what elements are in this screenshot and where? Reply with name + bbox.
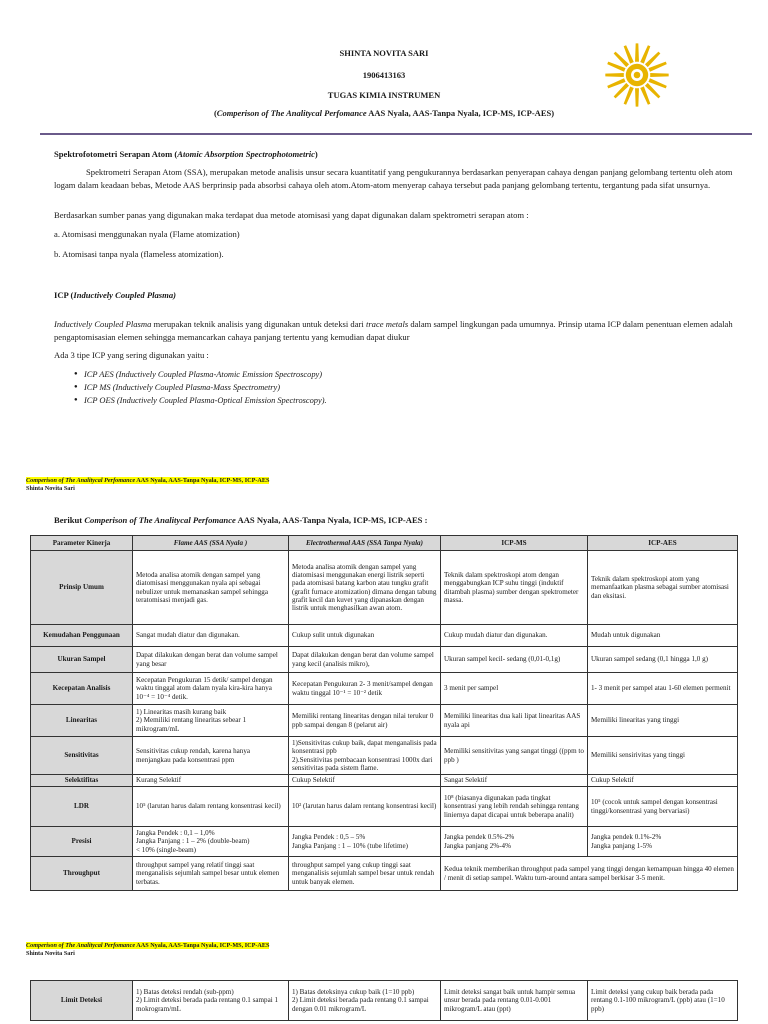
university-logo-icon <box>604 42 670 108</box>
ssa-item-b: b. Atomisasi tanpa nyala (flameless atomization). <box>54 249 224 259</box>
row-label: LDR <box>31 787 133 827</box>
table-cell: Kecepatan Pengukuran 15 detik/ sampel dengan waktu tinggal atom dalam nyala kira-kira hanya 10⁻⁴ = 10⁻⁴ detik. <box>133 673 289 705</box>
table-cell: Mudah untuk digunakan <box>588 625 738 647</box>
table-cell: Limit deteksi sangat baik untuk hampir semua unsur berada pada rentang 0.01-0.001 mikrogram/L atau (ppt) <box>441 981 588 1021</box>
icp-types-list <box>54 368 734 407</box>
table-cell: 1)Sensitivitas cukup baik, dapat menganalisis pada konsentrasi ppb 2).Sensitivitas pembacaan konsentrasi 1000x dari sensitivitas pada sistem flame. <box>289 737 441 775</box>
table-cell: 1) Linearitas masih kurang baik 2) Memiliki rentang linearitas sebear 1 mikrogram/mL <box>133 705 289 737</box>
list-item: ● ICP OES (Inductively Coupled Plasma-Optical Emission Spectroscopy). <box>84 394 734 407</box>
table-cell: 1) Batas deteksi rendah (sub-ppm) 2) Limit deteksi berada pada rentang 0.1 sampai 1 mokrogram/mL <box>133 981 289 1021</box>
table-cell: Sensitivitas cukup rendah, karena hanya menjangkau pada konsentrasi ppm <box>133 737 289 775</box>
table-cell: Cukup mudah diatur dan digunakan. <box>441 625 588 647</box>
table-cell: Dapat dilakukan dengan berat dan volume sampel yang kecil (analisis mikro), <box>289 647 441 673</box>
table-row <box>31 737 738 775</box>
table-cell: 10⁸ (biasanya digunakan pada tingkat konsentrasi yang lebih rendah sehingga rentang liniernya dapat dicapai untuk beberapa analit) <box>441 787 588 827</box>
table-cell: Metoda analisa atomik dengan sampel yang diatomisasi menggunakan nyala api sebagai nebulizer untuk memanaskan sampel sehingga teratomisasi menjadi gas. <box>133 551 289 625</box>
comparison-table <box>30 535 738 891</box>
table-row <box>31 981 738 1021</box>
table-cell-merged: Kedua teknik memberikan throughput pada sampel yang tinggi dengan kemampuan hingga 40 elemen / menit di setiap sampel. Waktu turn-around antara sampel berkisar 3-5 menit. <box>441 857 738 891</box>
table-cell: 10² (larutan harus dalam rentang konsentrasi kecil) <box>289 787 441 827</box>
table-cell: Jangka Pendek : 0,5 – 5% Jangka Panjang : 1 – 10% (tube lifetime) <box>289 827 441 857</box>
row-label: Presisi <box>31 827 133 857</box>
header-divider <box>40 133 752 135</box>
table-cell: Cukup Selektif <box>588 775 738 787</box>
table-cell: Jangka Pendek : 0,1 – 1,0% Jangka Panjang : 1 – 2% (double-beam) < 10% (single-beam) <box>133 827 289 857</box>
table-cell: Limit deteksi yang cukup baik berada pada rentang 0.1-100 mikrogram/L (ppb) atau (1=10 ppb) <box>588 981 738 1021</box>
table-cell: 3 menit per sampel <box>441 673 588 705</box>
col-header-icp-aes: ICP-AES <box>588 536 738 551</box>
table-cell: Teknik dalam spektroskopi atom yang memanfaatkan plasma sebagai sumber atomisasi dan eksitasi. <box>588 551 738 625</box>
ssa-paragraph: Spektrometri Serapan Atom (SSA), merupakan metode analisis unsur secara kuantitatif yang pengukurannya berdasarkan penyerapan cahaya dengan panjang gelombang tertentu oleh atom logam dalam keadaan bebas, Metode AAS berprinsip pada absorbsi cahaya oleh atom.Atom-atom menyerap cahaya tersebut pada panjang gelombang tertentu, tergantung pada sifat unsurnya. <box>54 167 733 190</box>
table-row <box>31 625 738 647</box>
table-intro: Berikut Comperison of The Analitycal Perfomance AAS Nyala, AAS-Tanpa Nyala, ICP-MS, ICP-AES : <box>54 515 428 525</box>
table-row <box>31 827 738 857</box>
table-cell: 10⁵ (cocok untuk sampel dengan konsentrasi tinggi/konsentrasi yang bervariasi) <box>588 787 738 827</box>
comparison-table-continued <box>30 980 738 1021</box>
table-cell: 1- 3 menit per sampel atau 1-60 elemen permenit <box>588 673 738 705</box>
table-cell: Cukup sulit untuk digunakan <box>289 625 441 647</box>
icp-heading: ICP (Inductively Coupled Plasma) <box>54 290 176 300</box>
table-cell: throughput sampel yang relatif tinggi saat menganalisis sejumlah sampel besar untuk elemen terbatas. <box>133 857 289 891</box>
col-header-icp-ms: ICP-MS <box>441 536 588 551</box>
table-cell: 1) Batas deteksinya cukup baik (1=10 ppb) 2) Limit deteksi berada pada rentang 0.1 sampai dengan 0.01 mikrogram/L <box>289 981 441 1021</box>
table-cell: Ukuran sampel kecil- sedang (0,01-0,1g) <box>441 647 588 673</box>
table-row <box>31 647 738 673</box>
running-header: Comperison of The Analitycal Perfomance AAS Nyala, AAS-Tanpa Nyala, ICP-MS, ICP-AES Shinta Novita Sari <box>26 477 270 492</box>
table-cell: Sangat mudah diatur dan digunakan. <box>133 625 289 647</box>
running-header-2: Comperison of The Analitycal Perfomance AAS Nyala, AAS-Tanpa Nyala, ICP-MS, ICP-AES Shinta Novita Sari <box>26 942 270 957</box>
table-row <box>31 673 738 705</box>
table-cell: throughput sampel yang cukup tinggi saat menganalisis sejumlah sampel besar untuk rendah untuk banyak elemen. <box>289 857 441 891</box>
table-cell: Memiliki linearitas yang tinggi <box>588 705 738 737</box>
row-label: Sensitivitas <box>31 737 133 775</box>
row-label: Ukuran Sampel <box>31 647 133 673</box>
table-cell: Teknik dalam spektroskopi atom dengan menggabungkan ICP suhu tinggi (induktif ditambah plasma) sumber dengan spektrometer massa. <box>441 551 588 625</box>
table-cell: Memiliki sensitivitas yang sangat tinggi ((ppm to ppb ) <box>441 737 588 775</box>
course-title: TUGAS KIMIA INSTRUMEN <box>327 90 441 100</box>
ssa-item-a: a. Atomisasi menggunakan nyala (Flame atomization) <box>54 229 240 239</box>
table-cell: Ukuran sampel sedang (0,1 hingga 1,0 g) <box>588 647 738 673</box>
table-row <box>31 857 738 891</box>
table-cell: Cukup Selektif <box>289 775 441 787</box>
table-cell: Memiliki rentang linearitas dengan nilai terukur 0 ppb sampai dengan 8 (pelarut air) <box>289 705 441 737</box>
student-id: 1906413163 <box>362 70 406 80</box>
table-cell: Memiliki linearitas dua kali lipat linearitas AAS nyala api <box>441 705 588 737</box>
table-header-row <box>31 536 738 551</box>
table-row <box>31 705 738 737</box>
document-subtitle: (Comperison of The Analitycal Perfomance AAS Nyala, AAS-Tanpa Nyala, ICP-MS, ICP-AES) <box>213 108 555 118</box>
table-cell: Kurang Selektif <box>133 775 289 787</box>
author-name: SHINTA NOVITA SARI <box>339 48 429 58</box>
table-cell: 10⁵ (larutan harus dalam rentang konsentrasi kecil) <box>133 787 289 827</box>
col-header-param: Parameter Kinerja <box>31 536 133 551</box>
table-row <box>31 787 738 827</box>
row-label: Kecepatan Analisis <box>31 673 133 705</box>
row-label: Kemudahan Penggunaan <box>31 625 133 647</box>
table-cell: Dapat dilakukan dengan berat dan volume sampel yang besar <box>133 647 289 673</box>
icp-paragraph-2: Ada 3 tipe ICP yang sering digunakan yaitu : <box>54 350 209 360</box>
table-cell: Sangat Selektif <box>441 775 588 787</box>
table-row <box>31 775 738 787</box>
table-cell: Jangka pendek 0.5%-2% Jangka panjang 2%-4% <box>441 827 588 857</box>
table-cell: Memiliki sensirivitas yang tinggi <box>588 737 738 775</box>
row-label: Prinsip Umum <box>31 551 133 625</box>
ssa-paragraph-2: Berdasarkan sumber panas yang digunakan maka terdapat dua metode atomisasi yang dapat digunakan dalam spektrometri serapan atom : <box>54 210 529 220</box>
icp-paragraph: Inductively Coupled Plasma merupakan teknik analisis yang digunakan untuk deteksi dari trace metals dalam sampel lingkungan pada umumnya. Prinsip utama ICP dalam penentuan elemen adalah pengaptomisasian elemen sehingga memancarkan cahaya panjang tertentu yang kemudian dapat diukur <box>54 319 733 342</box>
list-item: ● ICP MS (Inductively Coupled Plasma-Mass Spectrometry) <box>84 381 734 394</box>
col-header-electrothermal-aas: Electrothermal AAS (SSA Tanpa Nyala) <box>289 536 441 551</box>
col-header-flame-aas: Flame AAS (SSA Nyala ) <box>133 536 289 551</box>
table-cell: Kecepatan Pengukuran 2- 3 menit/sampel dengan waktu tinggal 10⁻¹ = 10⁻² detik <box>289 673 441 705</box>
row-label: Linearitas <box>31 705 133 737</box>
table-cell: Jangka pendek 0.1%-2% Jangka panjang 1-5% <box>588 827 738 857</box>
table-cell: Metoda analisa atomik dengan sampel yang diatomisasi menggunakan energi listrik seperti pada atomisasi batang karbon atau tungku grafit (grafit furnace atomization) dimana dengan tabung grafit kecil dan kuvet yang dipanaskan dengan listrik untuk menghasilkan awan atom. <box>289 551 441 625</box>
ssa-heading: Spektrofotometri Serapan Atom (Atomic Absorption Spectrophotometric) <box>54 149 318 159</box>
table-row <box>31 551 738 625</box>
row-label: Selektifitas <box>31 775 133 787</box>
list-item: ● ICP AES (Inductively Coupled Plasma-Atomic Emission Spectroscopy) <box>84 368 734 381</box>
row-label: Limit Deteksi <box>31 981 133 1021</box>
row-label: Throughput <box>31 857 133 891</box>
